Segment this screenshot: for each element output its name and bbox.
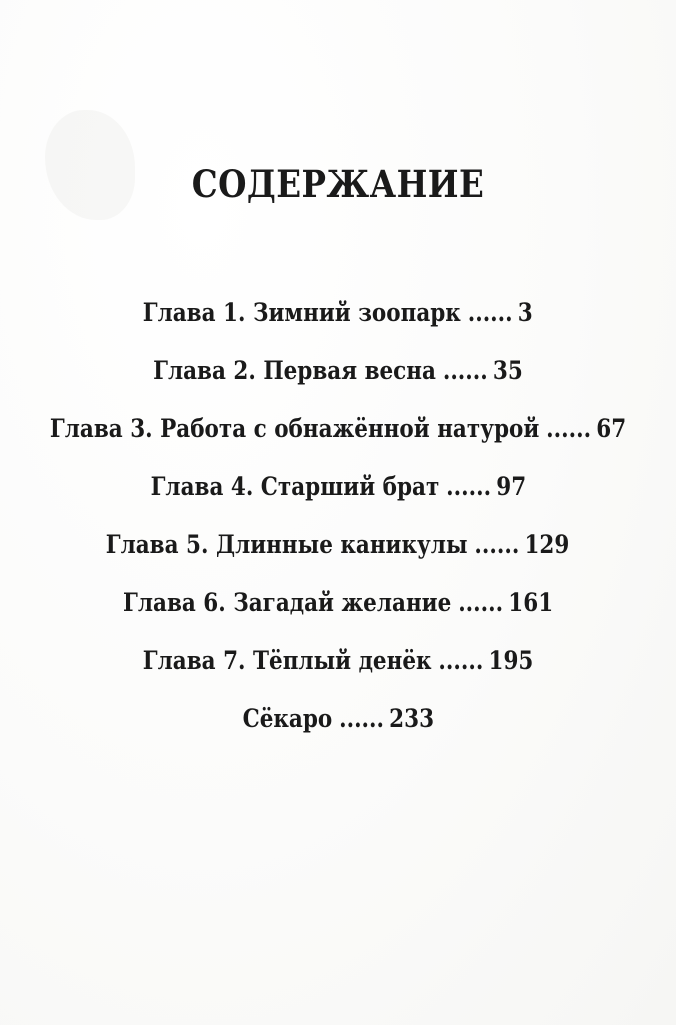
toc-entry-page: 67 [596,413,627,443]
toc-entry-title: Глава 6. Загадай желание [122,587,452,617]
toc-entry-chapter-7 [0,631,676,689]
toc-leader-dots: ...... [445,471,491,501]
toc-entry-chapter-6 [0,573,676,631]
toc-leader-dots: ...... [458,587,504,617]
toc-entry-title: Глава 3. Работа с обнажённой натурой [49,413,540,443]
toc-entry-chapter-5 [0,515,676,573]
toc-leader-dots: ...... [338,703,384,733]
toc-entry-title: Сёкаро [242,703,332,733]
toc-entry-title: Глава 1. Зимний зоопарк [142,297,462,327]
toc-entry-chapter-3 [0,399,676,457]
toc-leader-dots: ...... [474,529,520,559]
toc-entry-page: 233 [388,703,434,733]
toc-leader-dots: ...... [467,297,513,327]
toc-entry-title: Глава 7. Тёплый денёк [142,645,432,675]
toc-leader-dots: ...... [438,645,484,675]
toc-entry-page: 35 [492,355,523,385]
toc-entry-page: 161 [508,587,554,617]
toc-entry-title: Глава 2. Первая весна [153,355,436,385]
toc-entry-chapter-2 [0,341,676,399]
toc-entry-title: Глава 5. Длинные каникулы [106,529,468,559]
toc-entry-title: Глава 4. Старший брат [150,471,439,501]
page-title: СОДЕРЖАНИЕ [191,162,485,206]
toc-entry-page: 195 [488,645,534,675]
toc-leader-dots: ...... [442,355,488,385]
toc-entry-page: 3 [518,297,534,327]
toc-entry-afterword [0,689,676,747]
table-of-contents [0,283,676,747]
toc-entry-chapter-1 [0,283,676,341]
toc-entry-chapter-4 [0,457,676,515]
toc-leader-dots: ...... [546,413,592,443]
toc-entry-page: 129 [524,529,570,559]
toc-entry-page: 97 [495,471,526,501]
